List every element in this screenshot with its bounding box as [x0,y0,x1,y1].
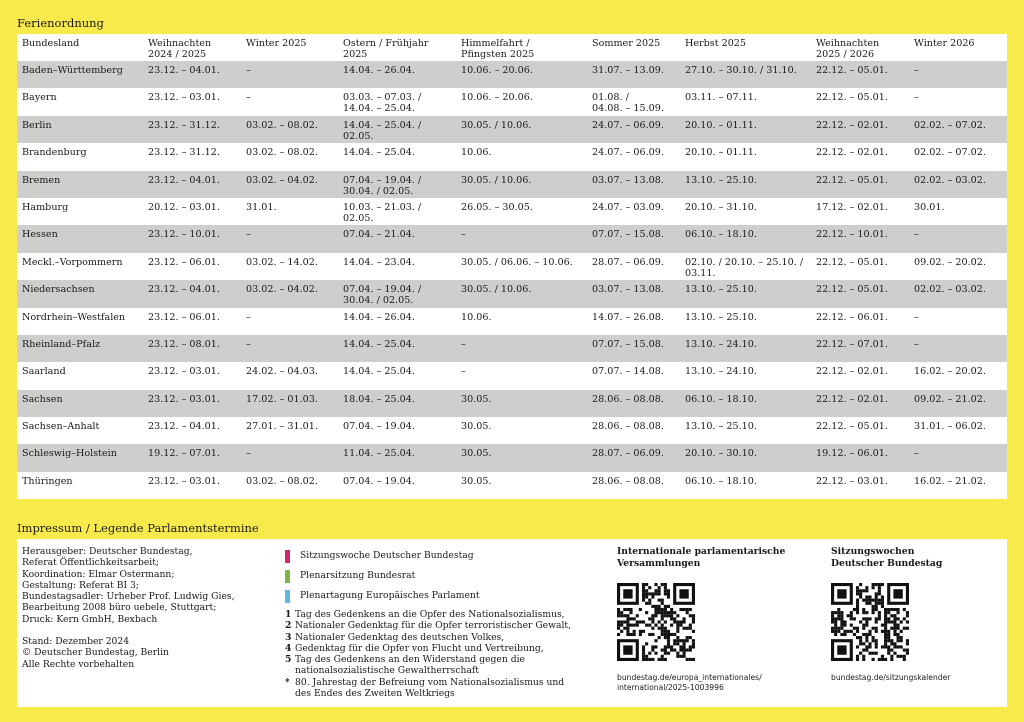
table-row [17,390,1007,417]
date-cell: 16.02. – 20.02. [914,366,986,378]
state-cell: Berlin [22,119,52,131]
date-cell: 14.04. – 25.04. [343,147,415,159]
holidays-table [17,34,1007,499]
date-cell: 20.12. – 03.01. [148,201,220,213]
table-row [17,308,1007,335]
date-cell: 02.02. – 07.02. [914,119,986,131]
date-cell: 23.12. – 06.01. [148,256,220,268]
date-cell: 10.06. [461,311,492,323]
table-row [17,61,1007,88]
date-cell: – [914,311,919,323]
column-header: Sommer 2025 [592,38,661,49]
date-cell: 07.04. – 19.04. / 30.04. / 02.05. [343,174,422,197]
date-cell: 23.12. – 04.01. [148,174,220,186]
date-cell: 27.10. – 30.10. / 31.10. [685,65,797,76]
date-cell: – [914,448,919,460]
date-cell: 18.04. – 25.04. [343,393,415,405]
table-row [17,143,1007,170]
date-cell: 03.11. – 07.11. [685,92,757,104]
date-cell: 28.07. – 06.09. [592,256,664,268]
date-cell: 03.02. – 04.02. [246,174,318,186]
date-cell: 23.12. – 03.01. [148,366,220,378]
qr-code-icon[interactable] [617,583,695,661]
legend-item-bundesrat [285,566,595,586]
blue-swatch-icon [285,590,290,603]
date-cell: – [246,65,251,76]
date-cell: – [914,92,919,104]
date-cell: 03.02. – 14.02. [246,256,318,268]
green-swatch-icon [285,570,290,583]
date-cell: 07.04. – 21.04. [343,229,415,241]
date-cell: 30.05. / 10.06. [461,174,532,186]
state-cell: Baden–Württemberg [22,65,123,76]
state-cell: Sachsen–Anhalt [22,421,100,433]
table-row [17,171,1007,198]
date-cell: 03.02. – 08.02. [246,119,318,131]
footnote-text: Nationaler Gedenktag für die Opfer terroristischer Gewalt, [295,620,571,632]
qr-code-icon[interactable] [831,583,909,661]
date-cell: 23.12. – 04.01. [148,284,220,296]
date-cell: 13.10. – 24.10. [685,338,757,350]
imprint-line: Bundestagsadler: Urheber Prof. Ludwig Gies, [22,591,235,603]
date-cell: 10.06. – 20.06. [461,92,533,104]
date-cell: 13.10. – 24.10. [685,366,757,378]
legend-label: Plenarsitzung Bundesrat [300,570,416,582]
date-cell: 13.10. – 25.10. [685,174,757,186]
date-cell: 02.02. – 03.02. [914,284,986,296]
footnote-text: Gedenktag für die Opfer von Flucht und Vertreibung, [295,642,544,654]
footnote-item [285,654,595,677]
date-cell: – [246,311,251,323]
state-cell: Schleswig–Holstein [22,448,117,460]
table-header-row [17,34,1007,61]
date-cell: 22.12. – 05.01. [816,174,888,186]
table-row [17,253,1007,280]
date-cell: 07.07. – 15.08. [592,338,664,350]
footnote-number: 5 [285,654,292,666]
table-row [17,362,1007,389]
date-cell: 03.02. – 04.02. [246,284,318,296]
date-cell: 28.06. – 08.08. [592,475,664,487]
date-cell: 14.04. – 25.04. / 02.05. [343,119,422,142]
date-cell: 22.12. – 02.01. [816,366,888,378]
qr-title: Sitzungswochen Deutscher Bundestag [831,546,943,569]
column-header: Himmelfahrt / Pfingsten 2025 [461,38,535,60]
date-cell: 22.12. – 05.01. [816,256,888,268]
date-cell: 06.10. – 18.10. [685,475,757,487]
date-cell: – [246,338,251,350]
column-header: Ostern / Frühjahr 2025 [343,38,429,60]
date-cell: 03.07. – 13.08. [592,284,664,296]
state-cell: Sachsen [22,393,63,405]
date-cell: 20.10. – 30.10. [685,448,757,460]
date-cell: 14.04. – 26.04. [343,65,415,76]
imprint-line: Herausgeber: Deutscher Bundestag, [22,546,193,557]
date-cell: 14.04. – 25.04. [343,366,415,378]
date-cell: 14.04. – 25.04. [343,338,415,350]
magenta-swatch-icon [285,550,290,563]
date-cell: 23.12. – 03.01. [148,92,220,104]
state-cell: Nordrhein–Westfalen [22,311,126,323]
date-cell: – [461,229,466,241]
imprint-legend-panel [17,539,1007,707]
footnote-number: * [285,676,290,688]
footnote-number: 1 [285,609,292,620]
date-cell: 03.02. – 08.02. [246,147,318,159]
date-cell: – [461,338,466,350]
date-cell: 13.10. – 25.10. [685,421,757,433]
imprint-block [22,546,262,670]
legend-item-eu-parliament [285,586,595,606]
qr-url-link[interactable]: bundestag.de/sitzungskalender [831,673,951,682]
date-cell: 30.05. [461,393,492,405]
date-cell: – [246,448,251,460]
state-cell: Brandenburg [22,147,87,159]
state-cell: Bremen [22,174,61,186]
table-row [17,472,1007,499]
footnote-text: Tag des Gedenkens an den Widerstand gegen die nationalsozialistische Gewaltherrschaft [295,654,525,677]
date-cell: 10.06. – 20.06. [461,65,533,76]
date-cell: 07.07. – 15.08. [592,229,664,241]
state-cell: Meckl.–Vorpommern [22,256,123,268]
qr-block-international [617,546,797,693]
table-row [17,417,1007,444]
table-row [17,280,1007,307]
date-cell: 13.10. – 25.10. [685,284,757,296]
date-cell: – [914,229,919,241]
date-cell: 07.04. – 19.04. [343,421,415,433]
date-cell: 22.12. – 02.01. [816,147,888,159]
date-cell: 06.10. – 18.10. [685,229,757,241]
date-cell: 22.12. – 02.01. [816,119,888,131]
date-cell: 17.12. – 02.01. [816,201,888,213]
date-cell: 26.05. – 30.05. [461,201,533,213]
date-cell: 22.12. – 07.01. [816,338,888,350]
date-cell: 24.07. – 06.09. [592,147,664,159]
date-cell: 22.12. – 05.01. [816,421,888,433]
date-cell: 23.12. – 03.01. [148,475,220,487]
state-cell: Saarland [22,366,66,378]
column-header: Bundesland [22,38,80,49]
date-cell: 30.05. [461,421,492,433]
date-cell: 23.12. – 04.01. [148,421,220,433]
footnote-number: 4 [285,642,292,654]
table-row [17,444,1007,471]
date-cell: 31.01. – 06.02. [914,421,986,433]
date-cell: 23.12. – 31.12. [148,119,220,131]
footnote-item [285,609,595,620]
date-cell: 20.10. – 31.10. [685,201,757,213]
footnote-item [285,620,595,631]
imprint-line: Referat Öffentlichkeitsarbeit; [22,557,159,569]
date-cell: 22.12. – 02.01. [816,393,888,405]
footnote-text: 80. Jahrestag der Befreiung vom Nationalsozialismus und des Endes des Zweiten Weltkriegs [295,676,565,700]
date-cell: 24.07. – 06.09. [592,119,664,131]
date-cell: 02.02. – 03.02. [914,174,986,186]
date-cell: 27.01. – 31.01. [246,421,318,433]
footnote-text: Tag des Gedenkens an die Opfer des Nationalsozialismus, [295,609,565,620]
legend-block [285,546,595,699]
date-cell: 28.06. – 08.08. [592,393,664,405]
legend-label: Plenartagung Europäisches Parlament [300,590,480,602]
column-header: Winter 2025 [246,38,307,49]
date-cell: 02.10. / 20.10. – 25.10. / 03.11. [685,256,804,279]
date-cell: 14.04. – 26.04. [343,311,415,323]
date-cell: 14.07. – 26.08. [592,311,664,323]
date-cell: 22.12. – 06.01. [816,311,888,323]
date-cell: 30.01. [914,201,945,213]
date-cell: 03.07. – 13.08. [592,174,664,186]
table-row [17,88,1007,115]
date-cell: 24.07. – 03.09. [592,201,664,213]
date-cell: 16.02. – 21.02. [914,475,986,487]
footnote-number: 2 [285,620,292,632]
date-cell: 20.10. – 01.11. [685,119,757,131]
table-row [17,225,1007,252]
imprint-line: Gestaltung: Referat BI 3; [22,579,139,591]
date-cell: 30.05. [461,448,492,460]
state-cell: Bayern [22,92,57,104]
table-row [17,116,1007,143]
state-cell: Hessen [22,229,58,241]
date-cell: 30.05. / 10.06. [461,284,532,296]
date-cell: 23.12. – 04.01. [148,65,220,76]
date-cell: 02.02. – 07.02. [914,147,986,159]
date-cell: 07.04. – 19.04. / 30.04. / 02.05. [343,284,422,307]
qr-block-sitzungswochen [831,546,1001,683]
state-cell: Niedersachsen [22,284,95,296]
footnote-item [285,677,595,700]
rights-line: Alle Rechte vorbehalten [22,658,135,670]
stand-line: Stand: Dezember 2024 [22,636,130,648]
date-cell: – [461,366,466,378]
legend-item-bundestag [285,546,595,566]
date-cell: 01.08. / 04.08. – 15.09. [592,92,664,115]
column-header: Winter 2026 [914,38,975,49]
copyright-line: © Deutscher Bundestag, Berlin [22,647,169,659]
date-cell: 30.05. [461,475,492,487]
date-cell: 17.02. – 01.03. [246,393,318,405]
date-cell: 19.12. – 07.01. [148,448,220,460]
column-header: Weihnachten 2024 / 2025 [148,38,212,60]
date-cell: – [914,338,919,350]
date-cell: 23.12. – 03.01. [148,393,220,405]
footnote-number: 3 [285,631,292,643]
footnote-text: Nationaler Gedenktag des deutschen Volkes, [295,631,505,643]
date-cell: 06.10. – 18.10. [685,393,757,405]
date-cell: 23.12. – 31.12. [148,147,220,159]
legend-label: Sitzungswoche Deutscher Bundestag [300,550,474,562]
qr-url-link[interactable]: bundestag.de/europa_internationales/ international/2025-1003996 [617,673,762,692]
date-cell: 24.02. – 04.03. [246,366,318,378]
date-cell: 31.07. – 13.09. [592,65,664,76]
date-cell: 30.05. / 10.06. [461,119,532,131]
imprint-line: Koordination: Elmar Ostermann; [22,568,175,580]
state-cell: Thüringen [22,475,73,487]
date-cell: 28.06. – 08.08. [592,421,664,433]
date-cell: – [246,92,251,104]
date-cell: 10.03. – 21.03. / 02.05. [343,201,422,224]
state-cell: Rheinland–Pfalz [22,338,101,350]
date-cell: 10.06. [461,147,492,159]
date-cell: 09.02. – 21.02. [914,393,986,405]
date-cell: 22.12. – 05.01. [816,65,888,76]
holidays-title: Ferienordnung [17,16,104,30]
date-cell: 13.10. – 25.10. [685,311,757,323]
state-cell: Hamburg [22,201,69,213]
date-cell: 30.05. / 06.06. – 10.06. [461,256,573,268]
imprint-line: Bearbeitung 2008 büro uebele, Stuttgart; [22,602,217,614]
date-cell: 22.12. – 03.01. [816,475,888,487]
column-header: Herbst 2025 [685,38,747,49]
footnote-list [285,609,595,699]
date-cell: 23.12. – 10.01. [148,229,220,241]
date-cell: 22.12. – 10.01. [816,229,888,241]
table-row [17,335,1007,362]
date-cell: 03.02. – 08.02. [246,475,318,487]
date-cell: 31.01. [246,201,277,213]
date-cell: – [914,65,919,76]
footnote-item [285,632,595,643]
date-cell: 11.04. – 25.04. [343,448,415,460]
imprint-title: Impressum / Legende Parlamentstermine [17,521,259,535]
date-cell: 28.07. – 06.09. [592,448,664,460]
footnote-item [285,643,595,654]
qr-title: Internationale parlamentarische Versammlungen [617,546,786,569]
holidays-table-panel [17,34,1007,499]
date-cell: 03.03. – 07.03. / 14.04. – 25.04. [343,92,422,115]
table-row [17,198,1007,225]
date-cell: 14.04. – 23.04. [343,256,415,268]
date-cell: 20.10. – 01.11. [685,147,757,159]
date-cell: 19.12. – 06.01. [816,448,888,460]
date-cell: 23.12. – 06.01. [148,311,220,323]
date-cell: 07.04. – 19.04. [343,475,415,487]
column-header: Weihnachten 2025 / 2026 [816,38,880,60]
date-cell: 22.12. – 05.01. [816,92,888,104]
date-cell: 07.07. – 14.08. [592,366,664,378]
date-cell: 22.12. – 05.01. [816,284,888,296]
date-cell: – [246,229,251,241]
date-cell: 09.02. – 20.02. [914,256,986,268]
imprint-line: Druck: Kern GmbH, Bexbach [22,613,158,625]
date-cell: 23.12. – 08.01. [148,338,220,350]
